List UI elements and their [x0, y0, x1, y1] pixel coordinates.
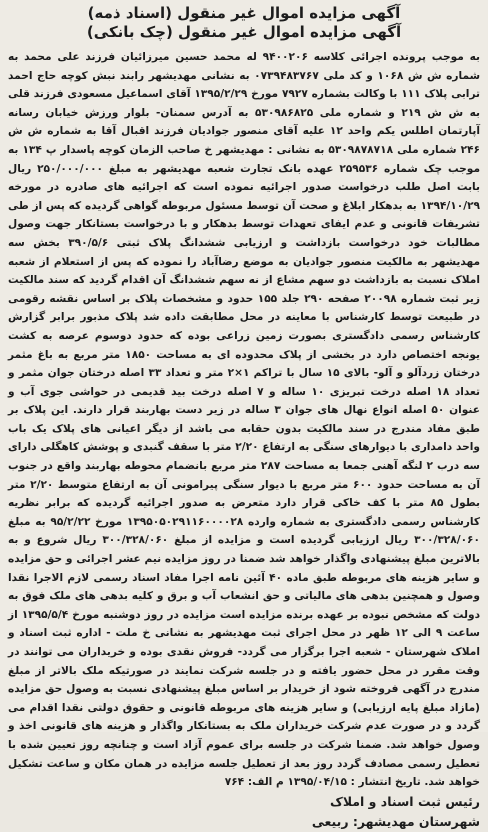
- notice-header: [8, 4, 480, 42]
- signature-title: رئیس ثبت اسناد و املاک: [330, 793, 480, 809]
- signature-place: شهرستان مهدیشهر: ربیعی: [311, 813, 480, 829]
- notice-signature: [8, 792, 480, 832]
- notice-title-1: آگهی مزایده اموال غیر منقول (اسناد ذمه): [87, 4, 401, 22]
- notice-body-text: به موجب پرونده اجرائی کلاسه ۹۴۰۰۲۰۶ له محمد حسین میرزائیان فرزند علی محمد به شماره ش ش ۱۰۶۸ و کد ملی ۰۷۳۹۴۸۳۷۶۷ به نشانی مهدیشهر رابند نبش کوچه حاج احمد ترابی پلاک ۱۱۱ با وکالت بشماره ۷۹۲۷ مورخ ۱۳۹۵/۲/۲۹ آقای اسماعیل مسعودی فرزند قلی به ش ش ۲۱۹ و شماره ملی ۵۳۰۹۸۶۸۲۵ به آدرس سمنان- بلوار ورزش خیابان رسانه آپارتمان اطلس یکم واحد ۱۲ علیه آقای منصور جوادیان فرزند اقبال آقا به شماره ش ش ۲۴۶ شماره ملی ۵۳۰۹۸۷۸۷۱۸ به نشانی : مهدیشهر خ صاحب الزمان کوچه پاسدار پ ۱۳۴ به موجب چک شماره ۲۵۹۵۳۶ عهده بانک تجارت شعبه مهدیشهر به مبلغ ۲۵۰/۰۰۰/۰۰۰ ریال بابت اصل طلب درخواست صدور اجرائیه نموده است که اجرائیه های صادره در مورخه ۱۳۹۴/۱۰/۲۹ به بدهکار ابلاغ و صحت آن توسط مسئول مربوطه گواهی گردیده که پس از طی تشریفات قانونی و عدم ایفای تعهدات توسط بدهکار و با درخواست بستانکار جهت وصول مطالبات خود درخواست بازداشت و ارزیابی ششدانگ پلاک ثبتی ۳۹۰/۵/۶ بخش سه مهدیشهر به مالکیت منصور جوادیان به موضع رضاآباد را نموده که پس از استعلام از شعبه املاک نسبت به بازداشت دو سهم مشاع از نه سهم ششدانگ آن اقدام گردید که سند مالکیت زیر ثبت شماره ۲۰۰۹۸ صفحه ۲۹۰ جلد ۱۵۵ حدود و مشخصات پلاک بر اساس نقشه رقومی در طبیعت توسط کارشناس با معاینه در محل مطابقت داده شد پلاک مذبور برابر گزارش کارشناس رسمی دادگستری بصورت زمین زراعی بوده که حدود دوسوم عرصه به کشت یونجه اختصاص دارد در بخشی از پلاک محدوده ای به مساحت ۱۸۵۰ متر مربع به باغ مثمر درختان زردآلو و آلو- بالای ۱۵ سال با تراکم ۱×۲ متر و تعداد ۳۳ اصله درختان جوان مثمر و تعداد ۱۸ اصله درخت تبریزی ۱۰ ساله و ۷ اصله درخت بید قدیمی در حواشی جوی آب و عنوان ۵۰ اصله انواع نهال های جوان ۳ ساله در زیر دست بهاربند قرار دارند. این پلاک بر طبق مفاد مندرج در سند مالکیت بدون حقابه می باشد از دیگر اعیانی های پلاک یک باب واحد دامداری با دیوارهای سنگی به ارتفاع ۲/۲۰ متر با سقف گنبدی و پوشش کاهگلی دارای سه درب ۲ لنگه آهنی جمعا به مساحت ۲۸۷ متر مربع بانضمام محوطه بهاربند واقع در جنوب آن به مساحت حدود ۶۰۰ متر مربع با دیوار سنگی پیرامونی آن به ارتفاع متوسط ۲/۲۰ متر بطول ۸۵ متر با کف خاکی قرار دارد متعرض به صدور اجرائیه گردیده که برابر نظریه کارشناس رسمی دادگستری به شماره وارده ۱۳۹۵۰۵۰۲۹۱۱۶۰۰۰۰۲۸ مورخ ۹۵/۲/۲۲ به مبلغ ۳۰۰/۳۲۸/۰۶۰ ریال ارزیابی گردیده است و مزایده از مبلغ ۳۰۰/۳۲۸/۰۶۰ ریال شروع و به بالاترین مبلغ پیشنهادی واگذار خواهد شد ضمنا در روز مزایده نیم عشر اجرائی و حق مزایده و سایر هزینه های مربوطه طبق ماده ۴۰ آئین نامه اجرا مفاد اسناد رسمی لازم الاجرا نقدا وصول و همچنین بدهی های مالیاتی و حق انشعاب آب و برق و کلیه بدهی های ملک فوق به دولت که مشخص نبوده بر عهده برنده مزایده است مزایده در روز دوشنبه مورخ ۱۳۹۵/۵/۴ از ساعت ۹ الی ۱۲ ظهر در محل اجرای ثبت مهدیشهر به نشانی خ ملت - اداره ثبت اسناد و املاک شهرستان - شعبه اجرا برگزار می گردد- فروش نقدی بوده و خریداران می توانند در وقت مقرر در محل حضور یافته و در جلسه شرکت نمایند در صورتیکه ملک بالاتر از مبلغ مندرج در آگهی فروخته شود از خریدار بر اساس مبلغ پیشنهادی نسبت به وصول حق مزایده (مازاد مبلغ پایه ارزیابی) و سایر هزینه های مربوطه قانونی و حقوق دولتی نقدا اقدام می گردد و در صورت عدم شرکت خریداران ملک به بستانکار واگذار و هزینه های قانونی اخذ و وصول خواهد شد. ضمنا شرکت در جلسه برای عموم آزاد است و چنانچه روز تعیین شده با تعطیل رسمی مصادف گردد روز بعد از تعطیل جلسه مزایده در همان مکان و ساعت تشکیل خواهد شد. تاریخ انتشار : ۱۳۹۵/۰۴/۱۵ م الف: ۷۶۴: [8, 51, 481, 789]
- notice-title-2: آگهی مزایده اموال غیر منقول (چک بانکی): [86, 23, 402, 41]
- notice-body: [8, 48, 480, 792]
